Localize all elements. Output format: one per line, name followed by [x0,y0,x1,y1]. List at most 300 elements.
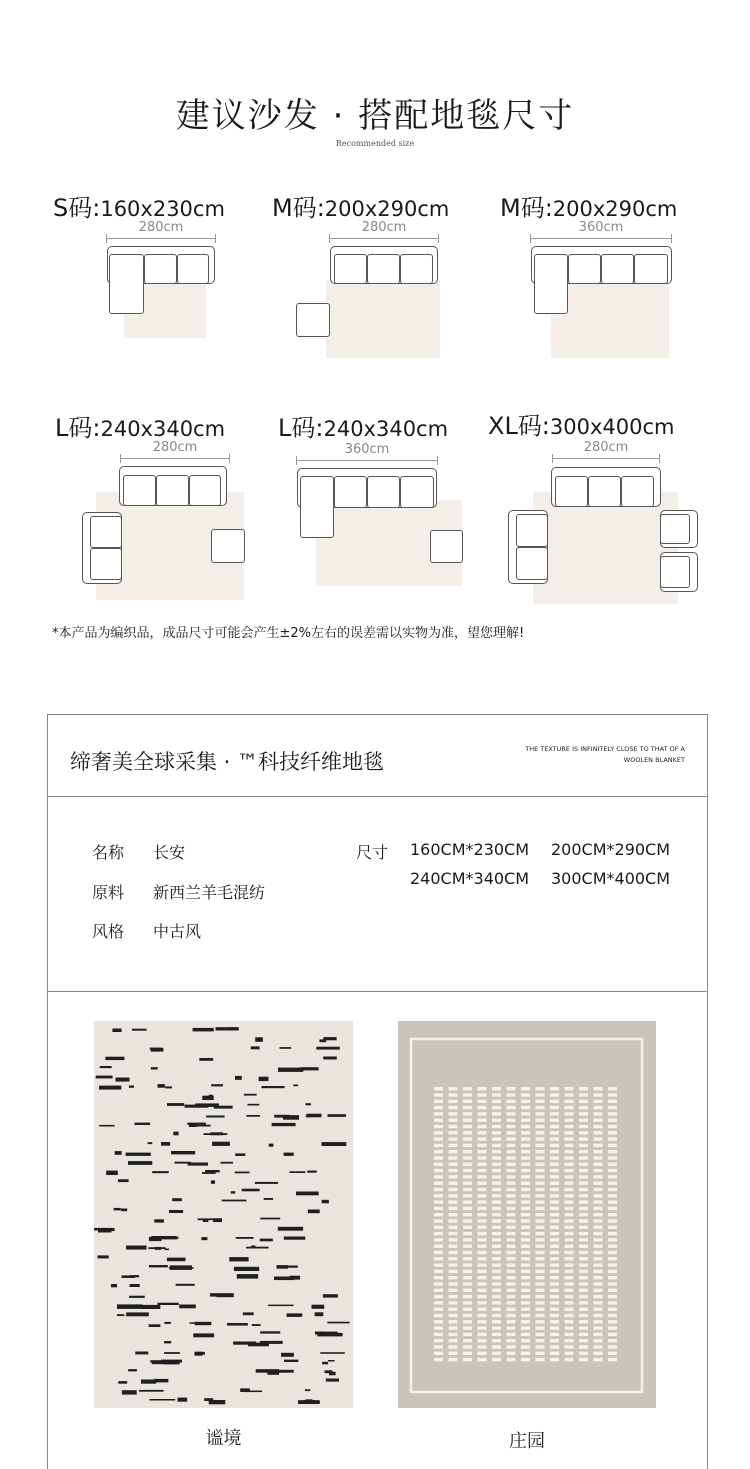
texture-dash [536,1125,545,1128]
texture-streak [126,1246,146,1250]
texture-streak [118,1381,127,1384]
texture-streak [135,1123,151,1125]
texture-streak [195,1352,205,1355]
texture-streak [328,1114,346,1117]
texture-dash [536,1263,545,1266]
texture-dash [536,1232,545,1235]
texture-dash [521,1182,530,1185]
texture-dash [579,1144,588,1147]
texture-dash [550,1282,559,1285]
texture-dash [434,1314,443,1317]
texture-dash [492,1131,501,1134]
texture-dash [550,1156,559,1159]
texture-streak [269,1144,274,1147]
texture-dash [507,1100,516,1103]
texture-dash [507,1245,516,1248]
texture-dash [463,1100,472,1103]
texture-dash [463,1219,472,1222]
texture-streak [178,1398,188,1402]
dim-label: 280cm [361,220,407,235]
texture-dash [449,1112,458,1115]
texture-dash [478,1352,487,1355]
texture-streak [203,1219,209,1222]
texture-dash [565,1137,574,1140]
texture-dash [492,1150,501,1153]
texture-dash [507,1175,516,1178]
texture-dash [434,1245,443,1248]
dim-label: 280cm [152,440,198,455]
texture-dash [594,1213,603,1216]
texture-dash [478,1087,487,1090]
product-name: 庄园 [509,1431,545,1452]
texture-dash [608,1087,617,1090]
texture-dash [434,1169,443,1172]
texture-dash [608,1276,617,1279]
texture-dash [579,1326,588,1329]
dim-line [120,458,230,459]
texture-streak [235,1172,250,1174]
texture-dash [550,1320,559,1323]
texture-dash [521,1093,530,1096]
texture-streak [187,1123,206,1125]
texture-dash [579,1226,588,1229]
texture-dash [492,1182,501,1185]
texture-dash [536,1238,545,1241]
texture-dash [608,1137,617,1140]
size-code: M码: [272,194,325,222]
texture-dash [478,1245,487,1248]
texture-dash [449,1345,458,1348]
sofa-seat [367,476,400,508]
texture-dash [579,1238,588,1241]
texture-dash [565,1238,574,1241]
texture-dash [594,1175,603,1178]
texture-dash [507,1200,516,1203]
texture-dash [579,1137,588,1140]
texture-streak [167,1258,186,1262]
texture-streak [264,1198,273,1200]
texture-dash [550,1125,559,1128]
texture-dash [463,1112,472,1115]
texture-streak [164,1352,180,1354]
texture-streak [284,1237,306,1240]
texture-dash [434,1339,443,1342]
texture-streak [170,1265,192,1270]
texture-dash [434,1207,443,1210]
texture-dash [507,1257,516,1260]
texture-dash [492,1320,501,1323]
texture-streak [106,1171,118,1175]
texture-dash [550,1112,559,1115]
texture-dash [521,1188,530,1191]
texture-dash [594,1333,603,1336]
texture-dash [449,1169,458,1172]
texture-dash [536,1182,545,1185]
texture-dash [478,1150,487,1153]
texture-dash [550,1232,559,1235]
texture-streak [179,1305,196,1309]
texture-dash [608,1169,617,1172]
texture-dash [478,1251,487,1254]
texture-dash [536,1326,545,1329]
texture-streak [201,1237,207,1240]
texture-streak [214,1106,233,1109]
texture-dash [550,1100,559,1103]
texture-dash [449,1219,458,1222]
sofa-seat [334,254,367,284]
texture-dash [536,1213,545,1216]
texture-dash [492,1339,501,1342]
texture-streak [234,1267,259,1271]
texture-streak [154,1219,164,1222]
texture-dash [608,1163,617,1166]
texture-dash [478,1270,487,1273]
texture-streak [169,1210,183,1213]
texture-dash [565,1087,574,1090]
texture-dash [565,1257,574,1260]
texture-dash [434,1301,443,1304]
texture-dash [478,1200,487,1203]
texture-streak [105,1057,124,1060]
texture-dash [521,1106,530,1109]
texture-dash [507,1137,516,1140]
texture-streak [280,1047,292,1049]
texture-dash [463,1339,472,1342]
texture-dash [492,1226,501,1229]
texture-dash [507,1339,516,1342]
texture-dash [550,1182,559,1185]
texture-dash [579,1257,588,1260]
texture-dash [565,1125,574,1128]
texture-streak [211,1180,215,1183]
texture-dash [449,1144,458,1147]
texture-streak [242,1189,260,1192]
spec-material-value: 新西兰羊毛混纺 [153,883,266,902]
dim-line [329,238,439,239]
texture-streak [323,1294,338,1297]
texture-dash [434,1182,443,1185]
size-code: S码: [53,194,101,222]
armchair [211,529,245,563]
texture-dash [507,1333,516,1336]
texture-dash [507,1314,516,1317]
texture-dash [536,1333,545,1336]
texture-dash [579,1207,588,1210]
texture-dash [579,1282,588,1285]
texture-dash [608,1314,617,1317]
texture-dash [565,1245,574,1248]
texture-dash [579,1194,588,1197]
sofa-seat [516,547,548,580]
texture-dash [565,1320,574,1323]
texture-dash [550,1219,559,1222]
texture-dash [521,1131,530,1134]
sofa-seat [123,475,156,506]
texture-dash [565,1219,574,1222]
texture-streak [251,1246,255,1248]
texture-streak [306,1115,311,1118]
texture-dash [608,1245,617,1248]
texture-dash [521,1314,530,1317]
sofa-seat [621,476,654,507]
texture-dash [550,1289,559,1292]
texture-dash [550,1200,559,1203]
texture-streak [262,1086,285,1088]
texture-dash [492,1125,501,1128]
texture-dash [521,1352,530,1355]
texture-dash [463,1226,472,1229]
size-value: 200x290cm [552,197,678,221]
texture-dash [536,1276,545,1279]
texture-dash [492,1238,501,1241]
texture-streak [176,1284,195,1286]
texture-streak [320,1352,345,1354]
texture-streak [227,1323,248,1326]
texture-streak [126,1153,151,1156]
texture-streak [260,1341,283,1344]
texture-dash [565,1276,574,1279]
texture-streak [165,1086,172,1088]
texture-dash [550,1295,559,1298]
texture-dash [463,1263,472,1266]
texture-dash [434,1188,443,1191]
texture-dash [434,1194,443,1197]
texture-dash [608,1257,617,1260]
tagline-line: THE TEXTURE IS INFINITELY CLOSE TO THAT OF A [525,745,685,753]
texture-dash [434,1308,443,1311]
texture-dash [434,1251,443,1254]
texture-dash [536,1207,545,1210]
texture-dash [463,1125,472,1128]
texture-dash [434,1156,443,1159]
spec-size-label: 尺寸 [356,843,389,862]
texture-dash [579,1314,588,1317]
texture-dash [521,1238,530,1241]
texture-dash [449,1301,458,1304]
texture-dash [478,1326,487,1329]
texture-streak [329,1372,336,1376]
texture-dash [594,1169,603,1172]
texture-dash [536,1352,545,1355]
sofa-seat [555,476,588,507]
texture-dash [550,1326,559,1329]
texture-dash [521,1125,530,1128]
texture-dash [579,1119,588,1122]
texture-dash [594,1207,603,1210]
texture-dash [507,1270,516,1273]
texture-dash [521,1213,530,1216]
texture-dash [608,1358,617,1361]
texture-dash [449,1119,458,1122]
texture-streak [307,1171,317,1173]
texture-dash [594,1276,603,1279]
texture-dash [550,1345,559,1348]
tagline-line: WOOLEN BLANKET [623,756,685,764]
texture-dash [594,1289,603,1292]
texture-dash [463,1106,472,1109]
texture-dash [507,1144,516,1147]
texture-dash [594,1137,603,1140]
texture-dash [463,1169,472,1172]
texture-dash [550,1276,559,1279]
texture-streak [148,1142,153,1144]
texture-streak [217,1293,234,1297]
texture-dash [449,1339,458,1342]
texture-dash [594,1106,603,1109]
texture-dash [565,1289,574,1292]
texture-dash [594,1282,603,1285]
texture-dash [449,1358,458,1361]
texture-dash [434,1358,443,1361]
texture-dash [478,1345,487,1348]
sofa-seat [189,475,221,506]
texture-dash [565,1314,574,1317]
texture-dash [521,1245,530,1248]
texture-dash [550,1207,559,1210]
texture-streak [322,1362,328,1365]
texture-dash [463,1314,472,1317]
texture-dash [579,1131,588,1134]
texture-dash [521,1232,530,1235]
texture-streak [328,1360,335,1362]
texture-dash [521,1276,530,1279]
texture-dash [608,1213,617,1216]
texture-dash [507,1251,516,1254]
texture-dash [449,1226,458,1229]
sofa-seat [177,254,209,284]
texture-dash [608,1093,617,1096]
texture-streak [229,1257,248,1261]
texture-streak [316,1047,340,1050]
texture-dash [449,1200,458,1203]
texture-dash [565,1194,574,1197]
texture-dash [536,1358,545,1361]
texture-streak [231,1191,235,1193]
texture-streak [259,1077,269,1081]
texture-dash [550,1175,559,1178]
texture-dash [565,1106,574,1109]
texture-dash [550,1093,559,1096]
texture-dash [536,1087,545,1090]
texture-streak [301,1067,319,1070]
texture-dash [608,1219,617,1222]
texture-dash [449,1352,458,1355]
texture-dash [478,1226,487,1229]
texture-dash [565,1112,574,1115]
texture-dash [565,1100,574,1103]
texture-dash [463,1175,472,1178]
texture-dash [579,1200,588,1203]
texture-dash [594,1251,603,1254]
texture-dash [608,1352,617,1355]
texture-dash [565,1301,574,1304]
texture-dash [449,1100,458,1103]
texture-dash [550,1226,559,1229]
page-title: 建议沙发 · 搭配地毯尺寸 [175,96,575,136]
texture-dash [449,1106,458,1109]
texture-dash [434,1282,443,1285]
texture-dash [492,1232,501,1235]
texture-dash [434,1226,443,1229]
spec-size-value: 200CM*290CM [551,840,671,859]
texture-dash [608,1144,617,1147]
texture-dash [579,1093,588,1096]
texture-streak [205,1170,220,1172]
texture-streak [268,1305,294,1307]
texture-dash [449,1093,458,1096]
texture-dash [449,1326,458,1329]
texture-dash [536,1345,545,1348]
texture-dash [594,1245,603,1248]
texture-dash [478,1257,487,1260]
texture-dash [550,1131,559,1134]
texture-dash [434,1257,443,1260]
texture-dash [521,1175,530,1178]
texture-dash [565,1326,574,1329]
texture-dash [449,1251,458,1254]
texture-dash [449,1182,458,1185]
texture-streak [213,1218,222,1222]
texture-dash [463,1156,472,1159]
texture-dash [492,1263,501,1266]
texture-streak [284,1153,294,1156]
card-tagline [500,744,685,766]
dim-line [106,238,216,239]
texture-dash [492,1282,501,1285]
texture-dash [565,1339,574,1342]
texture-dash [565,1226,574,1229]
texture-dash [521,1219,530,1222]
texture-streak [243,1312,254,1315]
texture-streak [305,1389,311,1391]
texture-dash [608,1175,617,1178]
texture-dash [492,1301,501,1304]
texture-streak [281,1353,294,1357]
texture-dash [463,1276,472,1279]
texture-dash [565,1169,574,1172]
size-label-l [278,408,448,443]
texture-streak [260,1239,273,1242]
texture-streak [298,1400,320,1404]
texture-dash [492,1207,501,1210]
texture-streak [112,1029,121,1033]
texture-dash [536,1112,545,1115]
texture-dash [579,1352,588,1355]
texture-dash [478,1339,487,1342]
texture-dash [492,1188,501,1191]
texture-dash [594,1163,603,1166]
dim-line [296,460,438,461]
texture-dash [608,1232,617,1235]
texture-dash [579,1333,588,1336]
texture-dash [565,1163,574,1166]
texture-dash [536,1226,545,1229]
texture-dash [579,1263,588,1266]
texture-dash [463,1182,472,1185]
texture-streak [244,1094,257,1096]
texture-dash [536,1314,545,1317]
sofa-seat [660,514,690,544]
texture-dash [594,1358,603,1361]
texture-dash [492,1175,501,1178]
texture-dash [594,1263,603,1266]
rug-outline [551,280,669,358]
texture-dash [579,1308,588,1311]
texture-streak [326,1379,339,1382]
texture-dash [434,1320,443,1323]
texture-dash [521,1119,530,1122]
texture-dash [565,1150,574,1153]
